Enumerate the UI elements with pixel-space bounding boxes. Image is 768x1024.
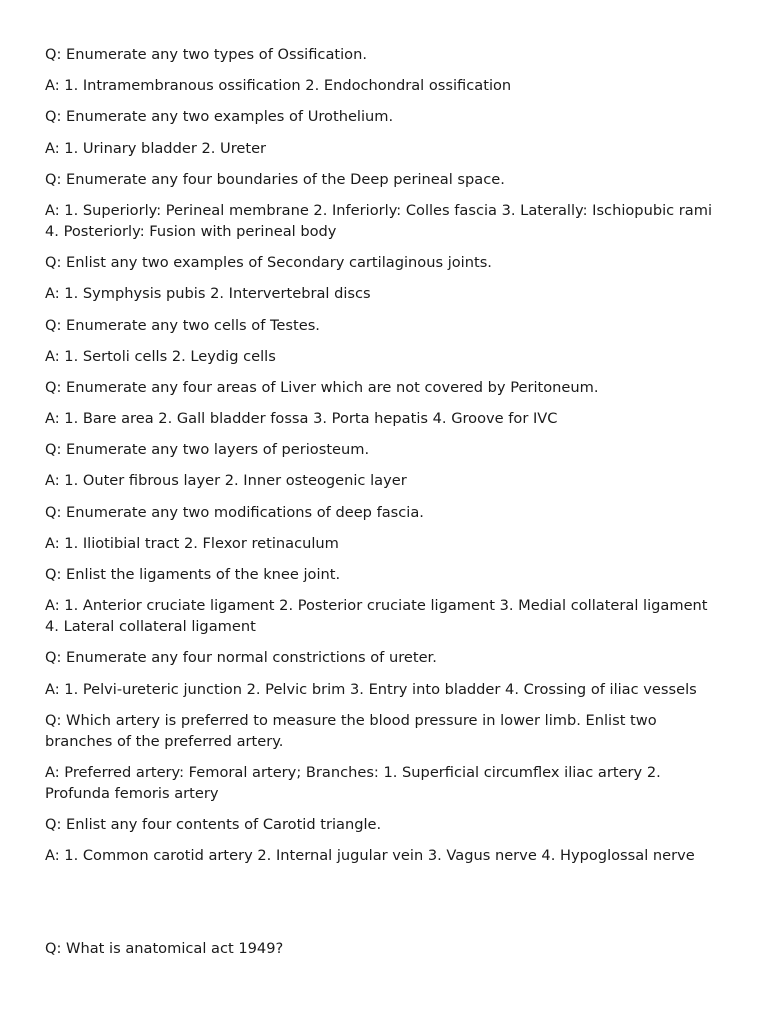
answer-line: A: 1. Iliotibial tract 2. Flexor retinaculum [45, 534, 339, 552]
answer-line: A: 1. Anterior cruciate ligament 2. Posterior cruciate ligament 3. Medial collateral ligament 4. Lateral collateral ligament [45, 597, 708, 636]
answer-line: A: 1. Bare area 2. Gall bladder fossa 3. Porta hepatis 4. Groove for IVC [45, 410, 558, 428]
question-line: Q: Enlist any four contents of Carotid triangle. [45, 816, 382, 834]
answer-line: A: 1. Pelvi-ureteric junction 2. Pelvic brim 3. Entry into bladder 4. Crossing of iliac vessels [45, 680, 697, 698]
answer-line: A: 1. Superiorly: Perineal membrane 2. Inferiorly: Colles fascia 3. Laterally: Ischiopubic rami 4. Posteriorly: Fusion with perineal body [45, 201, 713, 240]
section-gap [45, 877, 725, 938]
question-line: Q: Enumerate any two examples of Urothelium. [45, 108, 394, 126]
trailing-question-line: Q: What is anatomical act 1949? [45, 939, 284, 957]
question-line: Q: Enumerate any two types of Ossification. [45, 46, 367, 63]
qa-list [45, 44, 725, 866]
question-line: Q: Enumerate any two layers of periosteum. [45, 441, 370, 459]
answer-line: A: 1. Outer fibrous layer 2. Inner osteogenic layer [45, 472, 407, 490]
answer-line: A: 1. Intramembranous ossification 2. Endochondral ossification [45, 77, 512, 95]
question-line: Q: Enlist the ligaments of the knee joint. [45, 566, 341, 583]
answer-line: A: 1. Sertoli cells 2. Leydig cells [45, 347, 276, 365]
question-line: Q: Enumerate any two cells of Testes. [45, 316, 320, 334]
question-line: Q: Enumerate any four normal constrictions of ureter. [45, 649, 437, 667]
answer-line: A: 1. Urinary bladder 2. Ureter [45, 139, 267, 157]
question-line: Q: Enumerate any two modifications of deep fascia. [45, 503, 424, 521]
answer-line: A: 1. Common carotid artery 2. Internal jugular vein 3. Vagus nerve 4. Hypoglossal nerve [45, 847, 695, 865]
answer-line: A: Preferred artery: Femoral artery; Branches: 1. Superficial circumflex iliac artery 2. Profunda femoris artery [45, 763, 661, 802]
question-line: Q: Enumerate any four areas of Liver which are not covered by Peritoneum. [45, 378, 599, 396]
question-line: Q: Which artery is preferred to measure the blood pressure in lower limb. Enlist two branches of the preferred artery. [45, 711, 657, 750]
question-line: Q: Enlist any two examples of Secondary cartilaginous joints. [45, 254, 492, 272]
answer-line: A: 1. Symphysis pubis 2. Intervertebral discs [45, 285, 371, 303]
document-page [45, 44, 725, 969]
question-line: Q: Enumerate any four boundaries of the Deep perineal space. [45, 170, 505, 188]
